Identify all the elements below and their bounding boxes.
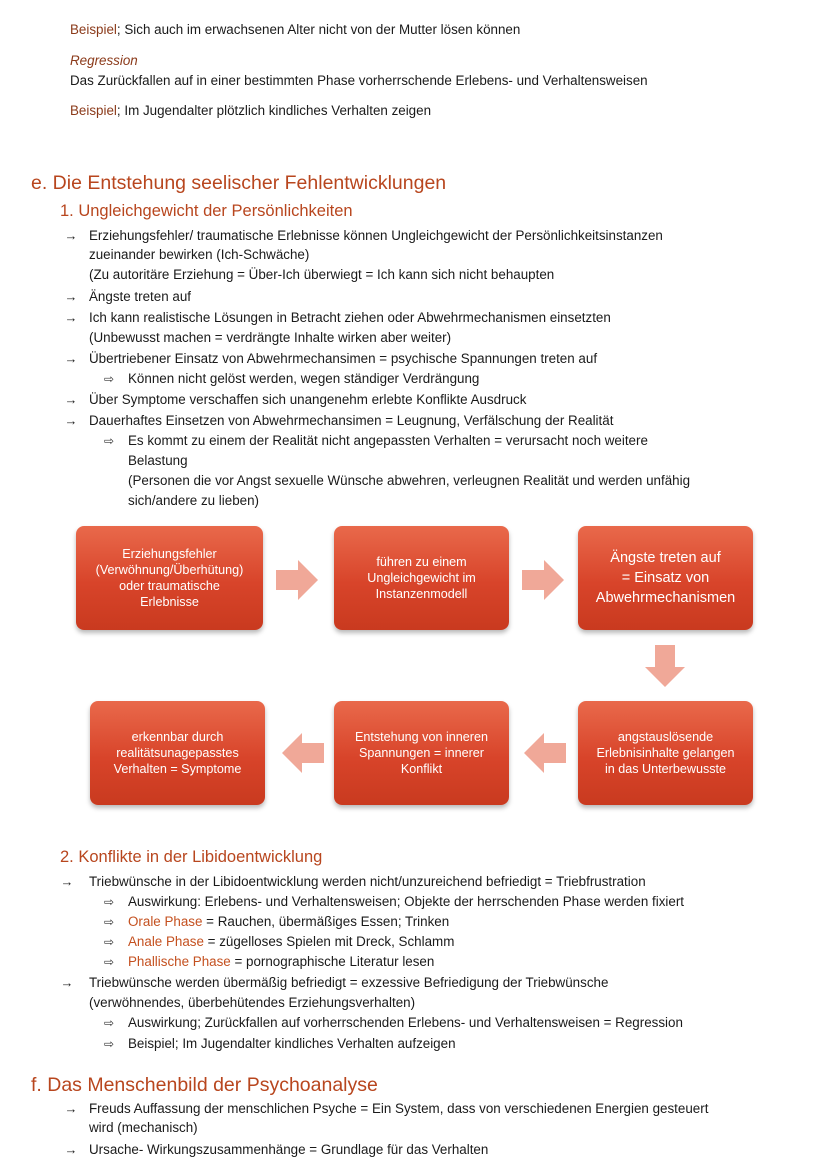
flow-step-label: Ängste treten auf = Einsatz von Abwehrmechanismen	[595, 550, 736, 606]
list-item-cont: zueinander bewirken (Ich-Schwäche)	[89, 247, 310, 262]
list-item-cont: wird (mechanisch)	[89, 1120, 198, 1135]
phase-label: Anale Phase	[128, 934, 204, 949]
phase-text: = zügelloses Spielen mit Dreck, Schlamm	[203, 934, 455, 949]
list-item: Ängste treten auf	[89, 289, 191, 304]
arrow-icon: →	[64, 1142, 78, 1157]
flow-arrow-right-icon	[276, 560, 318, 600]
example-line-2	[70, 101, 431, 121]
list-item: Ich kann realistische Lösungen in Betracht ziehen oder Abwehrmechanismen einsetzten	[89, 310, 611, 325]
sub-list-item: Es kommt zu einem der Realität nicht angepassten Verhalten = verursacht noch weitere	[128, 433, 648, 448]
sub-list-item: Können nicht gelöst werden, wegen ständiger Verdrängung	[128, 371, 480, 386]
flow-step-label: führen zu einem Ungleichgewicht im Instanzenmodell	[367, 555, 476, 601]
sub-list-item-cont: sich/andere zu lieben)	[128, 493, 260, 508]
sub-list-item-cont: (Personen die vor Angst sexuelle Wünsche abwehren, verleugnen Realität und werden unfähig	[128, 473, 691, 488]
list-item: Ursache- Wirkungszusammenhänge = Grundlage für das Verhalten	[89, 1142, 489, 1157]
example-label: Beispiel	[70, 103, 117, 118]
double-arrow-icon: ⇨	[103, 1037, 115, 1051]
section-f-heading: f. Das Menschenbild der Psychoanalyse	[31, 1074, 378, 1096]
list-item: Über Symptome verschaffen sich unangenehm erlebte Konflikte Ausdruck	[89, 392, 527, 407]
example-label: Beispiel	[70, 22, 117, 37]
subsection-2-title: 2. Konflikte in der Libidoentwicklung	[60, 848, 323, 866]
flow-step-3	[578, 526, 753, 630]
flow-step-5	[334, 701, 509, 805]
flow-step-label: Erziehungsfehler (Verwöhnung/Überhütung) oder traumatische Erlebnisse	[95, 547, 244, 609]
double-arrow-icon: ⇨	[103, 1016, 115, 1030]
list-item: Triebwünsche werden übermäßig befriedigt = exzessive Befriedigung der Triebwünsche	[89, 975, 609, 990]
flow-step-4	[578, 701, 753, 805]
subsection-1-title: 1. Ungleichgewicht der Persönlichkeiten	[60, 202, 353, 220]
example-text: ; Sich auch im erwachsenen Alter nicht von der Mutter lösen können	[116, 22, 521, 37]
list-item: Freuds Auffassung der menschlichen Psyche = Ein System, dass von verschiedenen Energien gesteuert	[89, 1101, 709, 1116]
flow-step-2	[334, 526, 509, 630]
phase-text: = Rauchen, übermäßiges Essen; Trinken	[202, 914, 450, 929]
flow-arrow-down-icon	[645, 645, 685, 687]
arrow-icon: →	[60, 975, 74, 990]
arrow-icon: →	[64, 351, 78, 366]
double-arrow-icon: ⇨	[103, 955, 115, 969]
flow-step-label: angstauslösende Erlebnisinhalte gelangen in das Unterbewusste	[596, 730, 735, 776]
arrow-icon: →	[64, 228, 78, 243]
double-arrow-icon: ⇨	[103, 895, 115, 909]
double-arrow-icon: ⇨	[103, 434, 115, 448]
example-line-1	[70, 20, 520, 40]
arrow-icon: →	[64, 1101, 78, 1116]
regression-definition: Das Zurückfallen auf in einer bestimmten Phase vorherrschende Erlebens- und Verhaltensweisen	[70, 73, 648, 88]
example-text: ; Im Jugendalter plötzlich kindliches Verhalten zeigen	[116, 103, 432, 118]
double-arrow-icon: ⇨	[103, 372, 115, 386]
sub-list-item: Beispiel; Im Jugendalter kindliches Verhalten aufzeigen	[128, 1036, 456, 1051]
double-arrow-icon: ⇨	[103, 935, 115, 949]
phase-text: = pornographische Literatur lesen	[230, 954, 435, 969]
sub-list-item: Auswirkung: Erlebens- und Verhaltensweisen; Objekte der herrschenden Phase werden fixiert	[128, 894, 685, 909]
list-item-cont: (verwöhnendes, überbehütendes Erziehungsverhalten)	[89, 995, 416, 1010]
phase-label: Orale Phase	[128, 914, 203, 929]
arrow-icon: →	[64, 413, 78, 428]
list-item: Dauerhaftes Einsetzen von Abwehrmechansimen = Leugnung, Verfälschung der Realität	[89, 413, 614, 428]
arrow-icon: →	[64, 310, 78, 325]
phase-label: Phallische Phase	[128, 954, 231, 969]
list-item-cont: (Unbewusst machen = verdrängte Inhalte wirken aber weiter)	[89, 330, 452, 345]
list-item: Erziehungsfehler/ traumatische Erlebnisse können Ungleichgewicht der Persönlichkeitsinstanzen	[89, 228, 663, 243]
list-item: Triebwünsche in der Libidoentwicklung werden nicht/unzureichend befriedigt = Triebfrustration	[89, 874, 646, 889]
list-item-cont: (Zu autoritäre Erziehung = Über-Ich überwiegt = Ich kann sich nicht behaupten	[89, 267, 555, 282]
arrow-icon: →	[60, 874, 74, 889]
double-arrow-icon: ⇨	[103, 915, 115, 929]
sub-list-item: Auswirkung; Zurückfallen auf vorherrschenden Erlebens- und Verhaltensweisen = Regression	[128, 1015, 683, 1030]
list-item: Übertriebener Einsatz von Abwehrmechansimen = psychische Spannungen treten auf	[89, 351, 598, 366]
flow-arrow-left-icon	[282, 733, 324, 773]
arrow-icon: →	[64, 289, 78, 304]
flow-step-label: erkennbar durch realitätsunagepasstes Verhalten = Symptome	[113, 730, 242, 776]
flow-step-6	[90, 701, 265, 805]
flow-arrow-right-icon	[522, 560, 564, 600]
flow-arrow-left-icon	[524, 733, 566, 773]
arrow-icon: →	[64, 392, 78, 407]
sub-list-item-cont: Belastung	[128, 453, 188, 468]
sub-list-item-anal	[128, 932, 454, 952]
regression-title: Regression	[70, 53, 138, 68]
sub-list-item-phallic	[128, 952, 434, 972]
sub-list-item-oral	[128, 912, 449, 932]
flow-step-label: Entstehung von inneren Spannungen = innerer Konflikt	[354, 730, 489, 776]
section-e-heading: e. Die Entstehung seelischer Fehlentwicklungen	[31, 172, 447, 194]
flow-step-1	[76, 526, 263, 630]
